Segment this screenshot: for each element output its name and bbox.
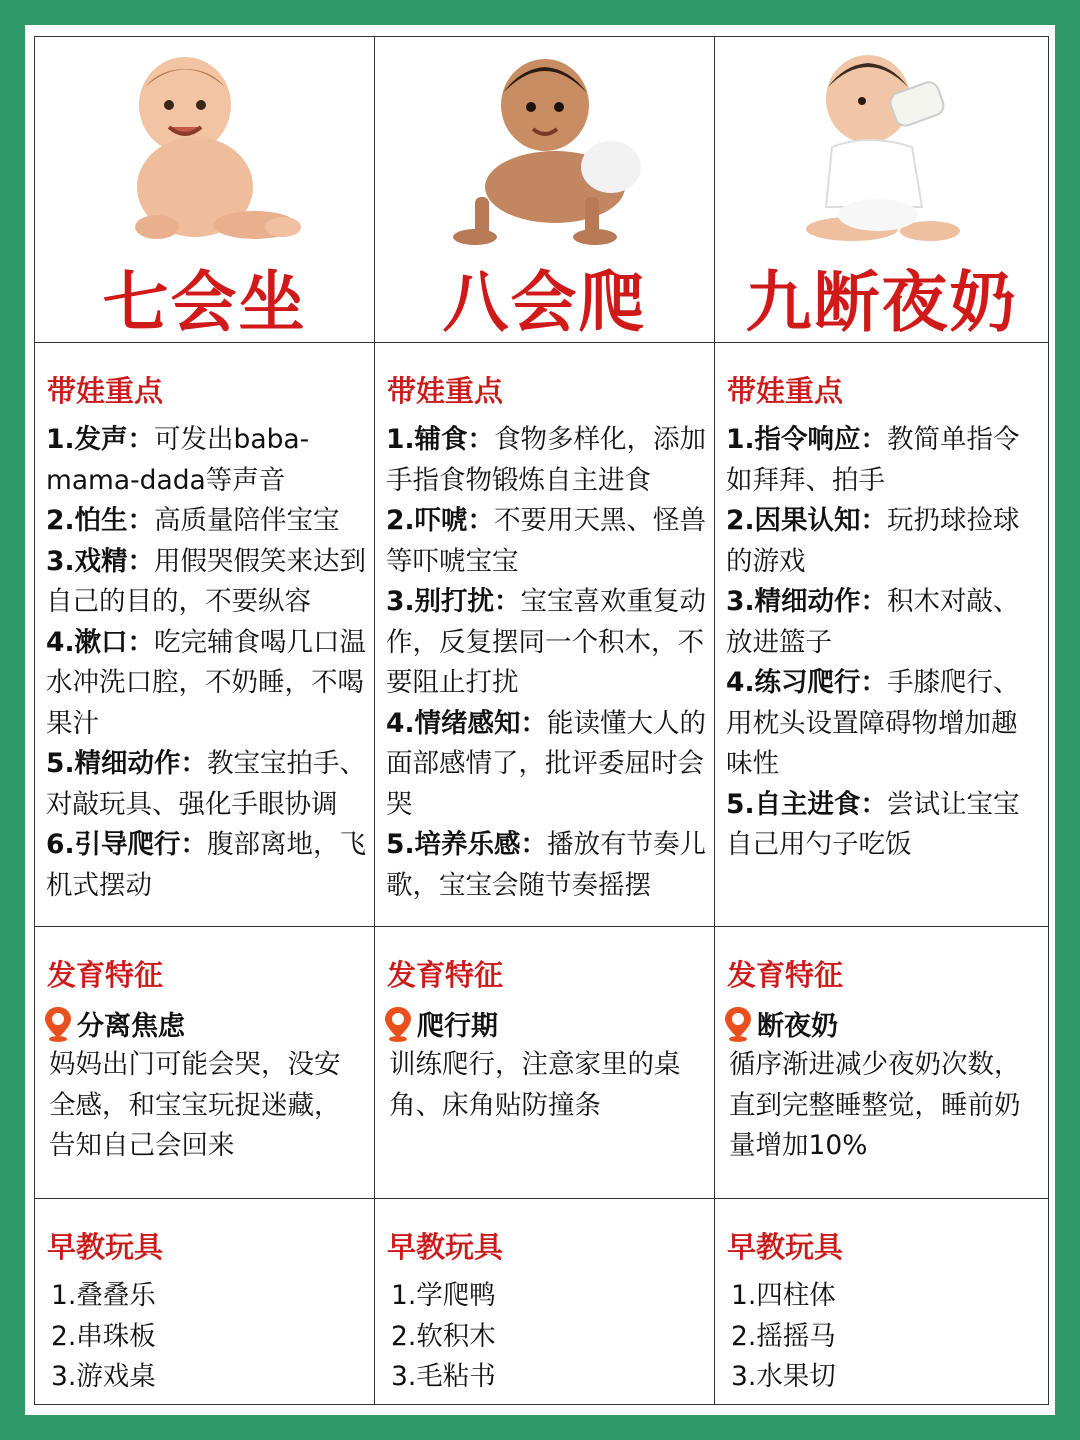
item-text: 高质量陪伴宝宝 bbox=[154, 505, 340, 536]
item-key: 4.练习爬行： bbox=[726, 667, 888, 698]
list-item bbox=[726, 663, 1040, 785]
item-text: 播放有节奏儿歌，宝宝会随节奏摇摆 bbox=[386, 829, 707, 901]
list-item bbox=[726, 582, 1040, 663]
item-text: 宝宝喜欢重复动作，反复摆同一个积木，不要阻止打扰 bbox=[386, 586, 707, 698]
item-key: 4.漱口： bbox=[46, 626, 155, 658]
baby-drinking-photo bbox=[715, 47, 1048, 247]
focus-list bbox=[46, 420, 366, 906]
location-pin-icon bbox=[723, 1005, 753, 1043]
list-item bbox=[386, 582, 706, 704]
dev-cell-9m bbox=[715, 927, 1049, 1199]
focus-title: 带娃重点 bbox=[47, 374, 164, 408]
item-key: 4.情绪感知： bbox=[386, 707, 548, 739]
header-cell-9m bbox=[715, 37, 1049, 343]
item-key: 2.因果认知： bbox=[726, 505, 888, 536]
focus-cell-9m bbox=[715, 343, 1049, 927]
dev-tag-line bbox=[723, 1004, 1048, 1043]
item-key: 3.精细动作： bbox=[726, 586, 888, 617]
toy-item: 3.毛粘书 bbox=[391, 1361, 496, 1392]
list-item bbox=[726, 501, 1040, 582]
toys-title: 早教玩具 bbox=[387, 1230, 504, 1264]
focus-title: 带娃重点 bbox=[727, 374, 844, 408]
toy-item: 1.叠叠乐 bbox=[51, 1280, 156, 1311]
list-item bbox=[726, 785, 1040, 866]
item-key: 2.吓唬： bbox=[386, 505, 495, 536]
list-item bbox=[46, 744, 366, 825]
toys-cell-7m bbox=[35, 1199, 375, 1405]
item-text: 积木对敲、放进篮子 bbox=[726, 586, 1020, 658]
toy-item: 3.游戏桌 bbox=[51, 1361, 156, 1392]
toys-title: 早教玩具 bbox=[727, 1230, 844, 1264]
dev-cell-7m bbox=[35, 927, 375, 1199]
item-text: 教宝宝拍手、对敲玩具、强化手眼协调 bbox=[46, 748, 367, 820]
toy-item: 2.软积木 bbox=[391, 1320, 496, 1352]
toy-item: 2.摇摇马 bbox=[731, 1320, 836, 1352]
dev-text: 训练爬行，注意家里的桌角、床角贴防撞条 bbox=[389, 1049, 681, 1121]
dev-text: 妈妈出门可能会哭，没安全感，和宝宝玩捉迷藏，告知自己会回来 bbox=[49, 1049, 341, 1161]
list-item bbox=[386, 825, 706, 906]
toys-cell-9m bbox=[715, 1199, 1049, 1405]
item-text: 玩扔球捡球的游戏 bbox=[726, 505, 1020, 577]
list-item bbox=[46, 501, 366, 542]
item-key: 2.怕生： bbox=[46, 505, 155, 536]
dev-tag-line bbox=[383, 1004, 714, 1043]
toy-item: 3.水果切 bbox=[731, 1361, 836, 1392]
baby-crawling-photo bbox=[375, 47, 714, 247]
item-text: 能读懂大人的面部感情了，批评委屈时会哭 bbox=[386, 707, 707, 820]
list-item bbox=[46, 623, 366, 745]
item-text: 可发出baba-mama-dada等声音 bbox=[46, 424, 310, 496]
baby-sitting-photo bbox=[35, 47, 374, 247]
item-text: 吃完辅食喝几口温水冲洗口腔，不奶睡，不喝果汁 bbox=[46, 626, 367, 739]
item-text: 手膝爬行、用枕头设置障碍物增加趣味性 bbox=[726, 667, 1020, 779]
toy-item: 2.串珠板 bbox=[51, 1320, 156, 1352]
item-key: 3.戏精： bbox=[46, 545, 155, 577]
list-item bbox=[386, 420, 706, 501]
list-item bbox=[46, 542, 366, 623]
dev-title: 发育特征 bbox=[727, 958, 844, 992]
stage-title: 九断夜奶 bbox=[745, 264, 1018, 341]
list-item bbox=[46, 420, 366, 501]
item-key: 5.自主进食： bbox=[726, 788, 888, 820]
toys-cell-8m bbox=[375, 1199, 715, 1405]
focus-list bbox=[386, 420, 706, 906]
stage-title: 七会坐 bbox=[102, 264, 307, 341]
location-pin-icon bbox=[383, 1005, 413, 1043]
dev-title: 发育特征 bbox=[47, 958, 164, 992]
item-key: 3.别打扰： bbox=[386, 586, 521, 617]
toys-title: 早教玩具 bbox=[47, 1230, 164, 1264]
focus-cell-7m bbox=[35, 343, 375, 927]
dev-cell-8m bbox=[375, 927, 715, 1199]
item-text: 教简单指令如拜拜、拍手 bbox=[726, 424, 1020, 496]
dev-tag: 分离焦虑 bbox=[77, 1011, 185, 1042]
toy-list bbox=[731, 1276, 1040, 1398]
location-pin-icon bbox=[43, 1005, 73, 1043]
toy-item: 1.学爬鸭 bbox=[391, 1280, 496, 1311]
item-text: 食物多样化，添加手指食物锻炼自主进食 bbox=[386, 424, 707, 496]
toy-list bbox=[51, 1276, 366, 1398]
dev-tag: 爬行期 bbox=[417, 1011, 498, 1042]
item-key: 1.发声： bbox=[46, 424, 155, 455]
dev-title: 发育特征 bbox=[387, 958, 504, 992]
dev-text: 循序渐进减少夜奶次数，直到完整睡整觉，睡前奶量增加10% bbox=[729, 1049, 1021, 1161]
item-text: 腹部离地，飞机式摆动 bbox=[46, 829, 367, 901]
item-key: 5.培养乐感： bbox=[386, 829, 548, 860]
item-text: 用假哭假笑来达到自己的目的，不要纵容 bbox=[46, 545, 367, 617]
focus-list bbox=[726, 420, 1040, 866]
list-item bbox=[386, 501, 706, 582]
milestone-table bbox=[34, 36, 1049, 1405]
toy-list bbox=[391, 1276, 706, 1398]
stage-title: 八会爬 bbox=[442, 264, 647, 341]
header-cell-7m bbox=[35, 37, 375, 343]
list-item bbox=[386, 704, 706, 826]
toy-item: 1.四柱体 bbox=[731, 1280, 836, 1311]
list-item bbox=[46, 825, 366, 906]
item-key: 1.辅食： bbox=[386, 424, 495, 455]
item-key: 6.引导爬行： bbox=[46, 829, 208, 860]
item-text: 尝试让宝宝自己用勺子吃饭 bbox=[726, 788, 1020, 860]
header-cell-8m bbox=[375, 37, 715, 343]
item-text: 不要用天黑、怪兽等吓唬宝宝 bbox=[386, 505, 707, 577]
list-item bbox=[726, 420, 1040, 501]
item-key: 1.指令响应： bbox=[726, 424, 888, 455]
focus-cell-8m bbox=[375, 343, 715, 927]
info-sheet bbox=[25, 25, 1055, 1415]
focus-title: 带娃重点 bbox=[387, 374, 504, 408]
dev-tag: 断夜奶 bbox=[757, 1011, 838, 1042]
dev-tag-line bbox=[43, 1004, 374, 1043]
item-key: 5.精细动作： bbox=[46, 748, 208, 779]
